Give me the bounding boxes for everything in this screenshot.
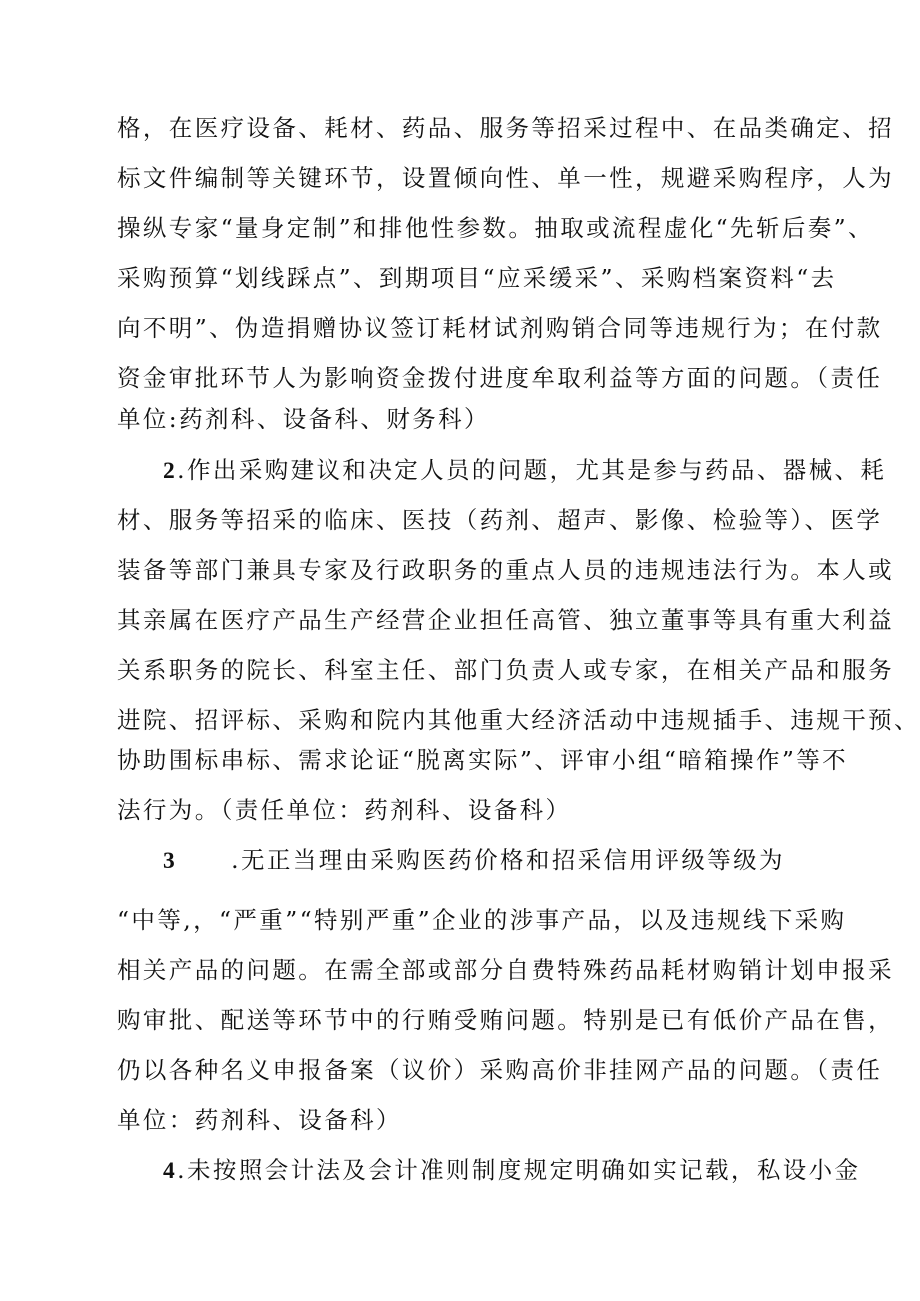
paragraph-line: 进院、招评标、采购和院内其他重大经济活动中违规插手、违规干预、 xyxy=(117,706,920,734)
paragraph-line: 购审批、配送等环节中的行贿受贿问题。特别是已有低价产品在售， xyxy=(117,1006,894,1034)
list-item-text: .无正当理由采购医药价格和招采信用评级等级为 xyxy=(231,846,785,874)
paragraph-line: 单位:药剂科、设备科、财务科） xyxy=(117,405,490,433)
paragraph-line: 法行为。（责任单位：药剂科、设备科） xyxy=(117,796,572,824)
paragraph-line: 仍以各种名义申报备案（议价）采购高价非挂网产品的问题。（责任 xyxy=(117,1056,883,1084)
paragraph-line: 其亲属在医疗产品生产经营企业担任高管、独立董事等具有重大利益 xyxy=(117,606,894,634)
paragraph-line: 操纵专家“量身定制”和排他性参数。抽取或流程虚化“先斩后奏”、 xyxy=(117,214,874,242)
paragraph-line: 采购预算“划线踩点”、到期项目“应采缓采”、采购档案资料“去 xyxy=(117,264,837,292)
list-item-text: .作出采购建议和决定人员的问题，尤其是参与药品、器械、耗 xyxy=(177,456,887,484)
paragraph-line: 关系职务的院长、科室主任、部门负责人或专家，在相关产品和服务 xyxy=(117,656,894,684)
list-item-text: .未按照会计法及会计准则制度规定明确如实记载，私设小金 xyxy=(177,1156,861,1184)
paragraph-line: 资金审批环节人为影响资金拨付进度牟取利益等方面的问题。（责任 xyxy=(117,364,883,392)
list-item-4-first-line xyxy=(163,1155,863,1186)
paragraph-line: 协助围标串标、需求论证“脱离实际”、评审小组“暗箱操作”等不 xyxy=(117,746,849,774)
paragraph-line: “中等,，“严重”“特别严重”企业的涉事产品，以及违规线下采购 xyxy=(117,906,847,934)
paragraph-line: 相关产品的问题。在需全部或部分自费特殊药品耗材购销计划申报采 xyxy=(117,956,894,984)
paragraph-line: 材、服务等招采的临床、医技（药剂、超声、影像、检验等）、医学 xyxy=(117,506,883,534)
list-item-2-first-line xyxy=(163,455,887,486)
list-item-number: 3 xyxy=(163,848,178,874)
list-item-number: 4 xyxy=(163,1158,178,1184)
paragraph-line: 格，在医疗设备、耗材、药品、服务等招采过程中、在品类确定、招 xyxy=(117,114,894,142)
list-item-number: 2 xyxy=(163,458,178,484)
list-item-3-first-line xyxy=(163,845,863,876)
paragraph-line: 标文件编制等关键环节，设置倾向性、单一性，规避采购程序，人为 xyxy=(117,164,894,192)
paragraph-line: 单位：药剂科、设备科） xyxy=(117,1106,402,1134)
paragraph-line: 向不明”、伪造捐赠协议签订耗材试剂购销合同等违规行为；在付款 xyxy=(117,314,883,342)
paragraph-line: 装备等部门兼具专家及行政职务的重点人员的违规违法行为。本人或 xyxy=(117,556,894,584)
